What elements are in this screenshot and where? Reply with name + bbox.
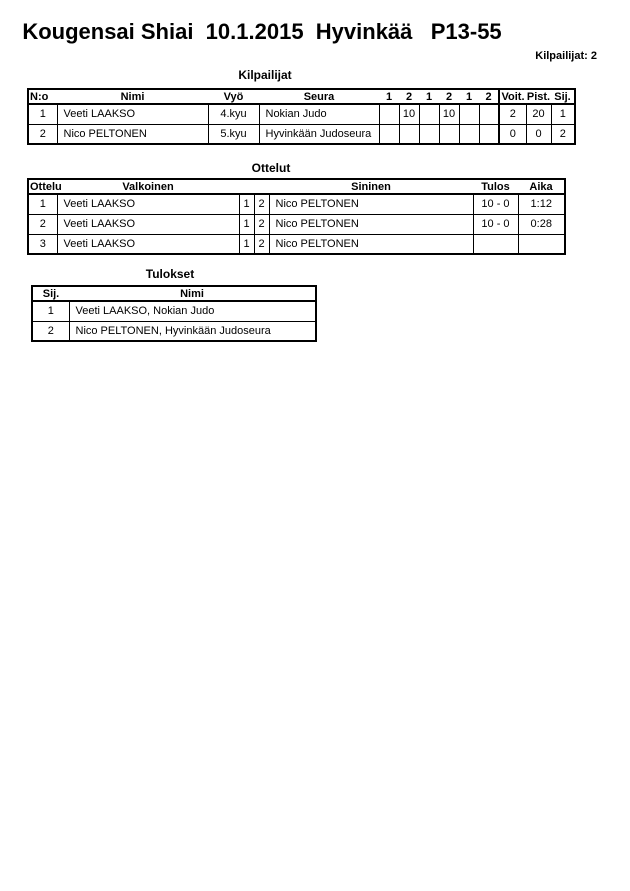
result-row (32, 321, 316, 341)
cell-score (399, 124, 419, 144)
header-score-3: 1 (419, 89, 439, 104)
cell-club: Hyvinkään Judoseura (259, 124, 379, 144)
cell-wins: 0 (499, 124, 526, 144)
header-white: Valkoinen (57, 179, 239, 194)
cell-match-no: 1 (28, 194, 57, 214)
header-club: Seura (259, 89, 379, 104)
table-header-row (28, 179, 565, 194)
header-belt: Vyö (208, 89, 259, 104)
cell-points: 0 (526, 124, 551, 144)
competitor-row (28, 104, 575, 124)
cell-result (473, 234, 518, 254)
header-points: Pist. (526, 90, 551, 103)
cell-score (459, 104, 479, 124)
header-score-1: 1 (379, 89, 399, 104)
competitors-count: Kilpailijat: 2 (535, 50, 597, 62)
cell-no: 2 (28, 124, 57, 144)
header-blue: Sininen (269, 179, 473, 194)
cell-score (439, 124, 459, 144)
header-spacer (239, 179, 254, 194)
header-name: Nimi (69, 286, 316, 301)
cell-white-name: Veeti LAAKSO (57, 194, 239, 214)
cell-blue-no: 2 (254, 214, 269, 234)
cell-white-name: Veeti LAAKSO (57, 214, 239, 234)
cell-score (459, 124, 479, 144)
cell-name-club: Veeti LAAKSO, Nokian Judo (69, 301, 316, 321)
header-score-6: 2 (479, 89, 499, 104)
cell-score: 10 (439, 104, 459, 124)
cell-match-no: 3 (28, 234, 57, 254)
cell-score (379, 124, 399, 144)
cell-score (379, 104, 399, 124)
cell-blue-name: Nico PELTONEN (269, 234, 473, 254)
competitors-table (27, 88, 576, 145)
cell-belt: 5.kyu (208, 124, 259, 144)
cell-name: Nico PELTONEN (57, 124, 208, 144)
header-score-2: 2 (399, 89, 419, 104)
cell-name: Veeti LAAKSO (57, 104, 208, 124)
section-heading-tulokset: Tulokset (145, 267, 195, 281)
table-header-row (32, 286, 316, 301)
cell-result: 10 - 0 (473, 194, 518, 214)
cell-score: 10 (399, 104, 419, 124)
cell-belt: 4.kyu (208, 104, 259, 124)
header-score-4: 2 (439, 89, 459, 104)
match-row (28, 234, 565, 254)
cell-blue-no: 2 (254, 194, 269, 214)
match-row (28, 194, 565, 214)
header-placement: Sij. (32, 286, 69, 301)
cell-time: 0:28 (518, 214, 565, 234)
header-time: Aika (518, 179, 565, 194)
page-title: Kougensai Shiai 10.1.2015 Hyvinkää P13-55 (22, 19, 502, 44)
matches-table (27, 178, 566, 255)
cell-placement: 1 (32, 301, 69, 321)
cell-name-club: Nico PELTONEN, Hyvinkään Judoseura (69, 321, 316, 341)
cell-score (479, 104, 499, 124)
cell-score (479, 124, 499, 144)
section-heading-kilpailijat: Kilpailijat (238, 68, 292, 82)
header-no: N:o (28, 89, 57, 104)
cell-white-no: 1 (239, 214, 254, 234)
header-result: Tulos (473, 179, 518, 194)
cell-time (518, 234, 565, 254)
section-heading-ottelut: Ottelut (251, 161, 291, 175)
cell-white-no: 1 (239, 234, 254, 254)
header-match-no: Ottelu (30, 180, 62, 193)
cell-placement: 2 (32, 321, 69, 341)
cell-result: 10 - 0 (473, 214, 518, 234)
cell-white-name: Veeti LAAKSO (57, 234, 239, 254)
cell-score (419, 104, 439, 124)
cell-white-no: 1 (239, 194, 254, 214)
header-score-5: 1 (459, 89, 479, 104)
header-spacer (254, 179, 269, 194)
cell-wins: 2 (499, 104, 526, 124)
table-header-row (28, 89, 575, 104)
result-row (32, 301, 316, 321)
cell-points: 20 (526, 104, 551, 124)
cell-blue-no: 2 (254, 234, 269, 254)
competitor-row (28, 124, 575, 144)
cell-placement: 2 (551, 124, 575, 144)
header-name: Nimi (57, 89, 208, 104)
header-placement: Sij. (551, 89, 575, 104)
cell-time: 1:12 (518, 194, 565, 214)
results-table (31, 285, 317, 342)
cell-blue-name: Nico PELTONEN (269, 214, 473, 234)
cell-match-no: 2 (28, 214, 57, 234)
cell-no: 1 (28, 104, 57, 124)
cell-score (419, 124, 439, 144)
header-wins: Voit. (499, 89, 526, 104)
match-row (28, 214, 565, 234)
cell-placement: 1 (551, 104, 575, 124)
cell-blue-name: Nico PELTONEN (269, 194, 473, 214)
cell-club: Nokian Judo (259, 104, 379, 124)
